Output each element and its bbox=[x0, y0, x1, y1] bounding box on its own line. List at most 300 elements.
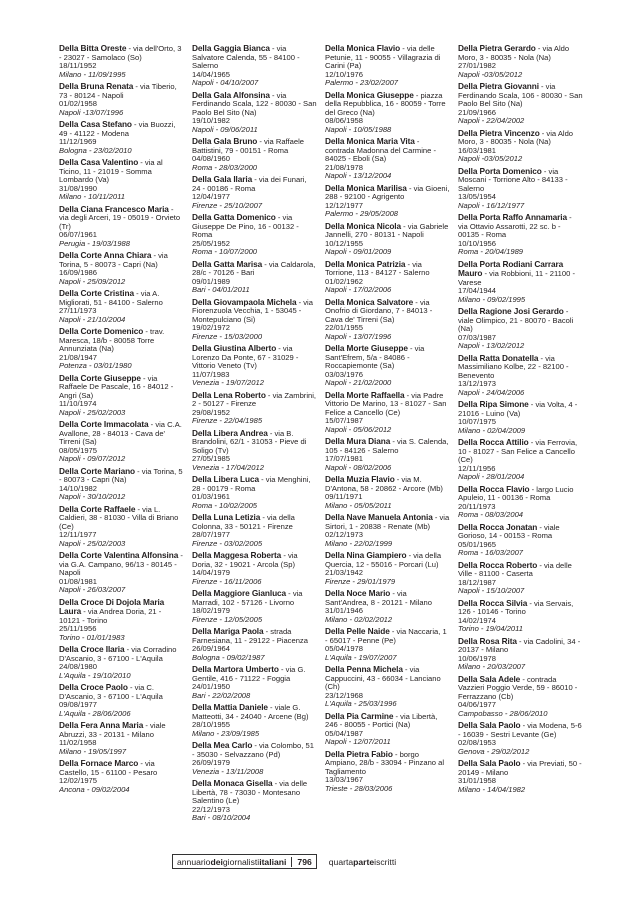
separator: - bbox=[529, 484, 537, 494]
pub-part: italiani bbox=[259, 856, 287, 867]
member-address: via A. Migliorati, 51 - 84100 - Salerno bbox=[59, 289, 163, 307]
separator: - bbox=[269, 90, 277, 100]
birth-date: 08/06/1958 bbox=[325, 116, 364, 125]
registration-info: Venezia - 19/07/2012 bbox=[192, 378, 264, 387]
directory-entry bbox=[325, 344, 450, 388]
member-address: largo Lucio Apuleio, 11 - 00136 - Roma bbox=[458, 484, 574, 502]
registration-info: Milano - 02/02/2012 bbox=[325, 614, 393, 624]
registration-info: Torino - 19/04/2011 bbox=[458, 624, 524, 633]
birth-date: 05/01/1965 bbox=[458, 539, 497, 549]
birth-date: 04/06/1977 bbox=[458, 700, 497, 709]
member-name: Della Pietra Fabio bbox=[325, 748, 393, 759]
directory-entry bbox=[458, 675, 583, 719]
separator: - bbox=[281, 551, 288, 560]
registration-info: Napoli - 25/02/2003 bbox=[59, 538, 126, 548]
directory-entry bbox=[458, 307, 583, 351]
member-name: Della Gatta Marisa bbox=[192, 258, 263, 269]
separator: - bbox=[520, 721, 528, 730]
registration-info: Napoli - 22/04/2002 bbox=[458, 116, 525, 125]
separator: - bbox=[126, 44, 134, 53]
member-name: Della Monica Salvatore bbox=[325, 296, 414, 307]
registration-info: Napoli - 30/10/2012 bbox=[59, 492, 126, 501]
registration-info: Napoli - 13/12/2004 bbox=[325, 171, 392, 180]
sec-part: iscritti bbox=[374, 856, 397, 867]
separator: - bbox=[538, 82, 546, 91]
registration-info: Napoli - 13/02/2012 bbox=[458, 341, 525, 350]
registration-info: Trieste - 28/03/2006 bbox=[325, 783, 393, 793]
directory-entry bbox=[458, 213, 583, 257]
member-name: Della Ciana Francesco Maria bbox=[59, 203, 169, 214]
separator: - bbox=[535, 44, 543, 53]
directory-entry bbox=[59, 551, 184, 595]
page-number: 796 bbox=[297, 856, 312, 867]
member-name: Della Sala Paolo bbox=[458, 758, 521, 768]
separator: - bbox=[567, 213, 572, 222]
separator: - bbox=[259, 475, 266, 484]
member-address: via Giuseppe De Pino, 16 - 00132 - Roma bbox=[192, 213, 299, 239]
member-address: via Volta, 4 - 21016 - Luino (Va) bbox=[458, 400, 578, 418]
birth-date: 13/05/1954 bbox=[458, 192, 497, 201]
separator: - bbox=[296, 297, 304, 307]
member-name: Della Muzia Flavio bbox=[325, 474, 395, 484]
directory-entry bbox=[458, 438, 583, 482]
member-name: Della Rosa Rita bbox=[458, 635, 517, 646]
separator: - bbox=[269, 44, 277, 53]
member-address: via delle Petunie, 11 - 90055 - Villagrazia di Carini (Pa) bbox=[325, 44, 441, 70]
member-name: Della Croce Paolo bbox=[59, 682, 128, 692]
separator: - bbox=[127, 683, 135, 692]
member-name: Della Libera Andrea bbox=[192, 427, 268, 438]
birth-date: 10/06/1978 bbox=[458, 653, 497, 663]
directory-entry bbox=[325, 627, 450, 662]
member-address: via Colombo, 51 - 35030 - Selvazzano (Pd) bbox=[192, 741, 314, 759]
registration-info: Roma - 10/07/2000 bbox=[192, 247, 258, 256]
member-address: via delle Ville - 81100 - Caserta bbox=[458, 560, 572, 578]
member-address: via Salvatore Calenda, 55 - 84100 - Salerno bbox=[192, 44, 300, 70]
registration-info: Milano - 23/09/1985 bbox=[192, 728, 260, 738]
registration-info: L'Aquila - 19/10/2010 bbox=[59, 670, 131, 680]
member-address: via Torina, 5 - 80073 - Capri (Na) bbox=[59, 251, 168, 269]
registration-info: Milano - 10/11/2011 bbox=[59, 192, 125, 201]
directory-entry bbox=[59, 205, 184, 249]
member-name: Della Morte Giuseppe bbox=[325, 343, 408, 353]
birth-date: 27/11/1973 bbox=[59, 306, 97, 315]
member-address: via Gabriele Jannelli, 270 - 80131 - Napoli bbox=[325, 221, 449, 239]
member-address: via Gioeni, 288 - 92100 - Agrigento bbox=[325, 183, 450, 201]
member-address: via Sant'Efrem, 5/a - 84086 - Roccapiemonte (Sa) bbox=[325, 344, 425, 370]
separator: - bbox=[135, 466, 142, 476]
birth-date: 14/10/1982 bbox=[59, 483, 98, 493]
directory-entry bbox=[192, 298, 317, 342]
registration-info: Venezia - 17/04/2012 bbox=[192, 462, 264, 472]
birth-date: 19/10/1982 bbox=[192, 116, 231, 125]
separator: - bbox=[134, 289, 141, 298]
registration-info: Potenza - 03/01/1980 bbox=[59, 361, 132, 370]
separator: - bbox=[390, 437, 398, 446]
separator: - bbox=[135, 504, 143, 514]
registration-info: Bari - 22/02/2008 bbox=[192, 690, 251, 700]
directory-entry bbox=[325, 222, 450, 257]
separator: - bbox=[394, 475, 402, 484]
member-address: via degli Arceri, 19 - 05019 - Orvieto (Tr) bbox=[59, 213, 181, 231]
directory-entry bbox=[325, 665, 450, 709]
separator: - bbox=[286, 589, 293, 598]
member-address: via Ferdinando Scala, 122 - 80030 - San Paolo Bel Sito (Na) bbox=[192, 90, 317, 117]
directory-entry bbox=[458, 637, 583, 672]
birth-date: 24/08/1980 bbox=[59, 662, 98, 671]
member-name: Della Porta Raffo Annamaria bbox=[458, 212, 568, 222]
birth-date: 12/12/1977 bbox=[325, 200, 364, 210]
separator: - bbox=[140, 373, 148, 383]
member-address: via C.A. Avallone, 28 - 84013 - Cava de' Tirreni (Sa) bbox=[59, 420, 182, 446]
registration-info: Napoli - 17/02/2006 bbox=[325, 285, 392, 294]
birth-date: 29/08/1952 bbox=[192, 407, 231, 417]
birth-date: 02/12/1973 bbox=[325, 530, 364, 539]
member-name: Della Corte Mariano bbox=[59, 465, 136, 476]
member-name: Della Corte Giuseppe bbox=[59, 372, 141, 383]
birth-date: 13/12/1973 bbox=[458, 379, 497, 388]
member-address: via della Colonna, 33 - 50121 - Firenze bbox=[192, 513, 295, 531]
directory-entry bbox=[59, 759, 184, 794]
directory-entry bbox=[458, 82, 583, 126]
registration-info: Roma - 20/04/1989 bbox=[458, 247, 524, 256]
registration-info: L'Aquila - 25/03/1996 bbox=[325, 699, 397, 708]
separator: - bbox=[278, 665, 286, 674]
member-name: Della Mea Carlo bbox=[192, 740, 253, 750]
member-name: Della Martora Umberto bbox=[192, 664, 279, 674]
separator: - bbox=[168, 204, 174, 214]
separator: - bbox=[537, 522, 545, 532]
birth-date: 08/05/1975 bbox=[59, 445, 98, 455]
birth-date: 11/07/1983 bbox=[192, 369, 230, 379]
directory-entry bbox=[192, 627, 317, 662]
directory-entry bbox=[192, 137, 317, 172]
registration-info: Roma - 16/03/2007 bbox=[458, 548, 524, 557]
directory-entry bbox=[458, 721, 583, 756]
column-2 bbox=[192, 44, 317, 826]
registration-info: Napoli - 13/07/1996 bbox=[325, 331, 392, 341]
member-address: via Ferrovia, 10 - 81027 - San Felice a Cancello (Ce) bbox=[458, 438, 578, 464]
member-address: via G. Gentile, 416 - 71122 - Foggia bbox=[192, 665, 306, 683]
separator: - bbox=[267, 703, 275, 712]
member-name: Della Porta Rodiani Carrara Mauro bbox=[458, 258, 564, 278]
member-address: via della Quercia, 12 - 55016 - Porcari (Lu) bbox=[325, 551, 442, 569]
member-address: via Corradino D'Ascanio, 3 - 67100 - L'Aquila bbox=[59, 645, 177, 663]
registration-info: Napoli - 28/01/2004 bbox=[458, 472, 525, 481]
birth-date: 16/03/1981 bbox=[458, 145, 497, 155]
member-address: piazza della Repubblica, 16 - 80059 - Torre del Greco (Na) bbox=[325, 90, 446, 117]
separator: - bbox=[124, 645, 132, 654]
member-name: Della Luna Letizia bbox=[192, 512, 261, 522]
directory-entry bbox=[325, 184, 450, 219]
member-name: Della Fornace Marco bbox=[59, 758, 139, 768]
separator: - bbox=[527, 598, 534, 608]
birth-date: 27/01/1982 bbox=[458, 61, 497, 70]
member-name: Della Maggesa Roberta bbox=[192, 550, 282, 560]
registration-info: Napoli - 08/02/2006 bbox=[325, 462, 392, 472]
member-name: Della Pietra Giovanni bbox=[458, 81, 539, 91]
directory-entry bbox=[325, 91, 450, 135]
birth-date: 21/03/1942 bbox=[325, 568, 364, 577]
member-address: via Ferdinando Scala, 106 - 80030 - San Paolo Bel Sito (Na) bbox=[458, 82, 583, 108]
registration-info: Campobasso - 28/06/2010 bbox=[458, 708, 548, 718]
directory-entry bbox=[59, 289, 184, 324]
directory-entry bbox=[192, 475, 317, 510]
registration-info: Perugia - 19/03/1988 bbox=[59, 238, 130, 248]
separator: - bbox=[528, 438, 536, 447]
member-address: contrada Madonna del Carmine - 84025 - Eboli (Sa) bbox=[325, 145, 437, 163]
directory-entry bbox=[192, 779, 317, 823]
separator: - bbox=[405, 259, 413, 269]
birth-date: 22/12/1973 bbox=[192, 804, 231, 814]
birth-date: 17/04/1944 bbox=[458, 286, 497, 295]
directory-entry bbox=[458, 167, 583, 211]
pub-part: giornalisti bbox=[222, 856, 260, 867]
separator: - bbox=[133, 82, 141, 91]
separator: - bbox=[263, 627, 271, 636]
registration-info: Roma - 10/02/2005 bbox=[192, 500, 258, 510]
directory-entry bbox=[59, 683, 184, 718]
member-address: via G.A. Campano, 96/13 - 80145 - Napoli bbox=[59, 559, 177, 577]
registration-info: Milano - 02/04/2009 bbox=[458, 425, 526, 435]
birth-date: 10/12/1955 bbox=[325, 238, 364, 248]
member-name: Della Gaggia Bianca bbox=[192, 44, 270, 53]
member-address: via Aldo Moro, 3 - 80035 - Nola (Na) bbox=[458, 128, 574, 146]
separator: - bbox=[275, 213, 283, 222]
member-name: Della Casa Stefano bbox=[59, 119, 132, 129]
registration-info: Milano - 19/05/1997 bbox=[59, 746, 127, 756]
member-address: viale G. Matteotti, 34 - 24040 - Arcene (Bg) bbox=[192, 703, 309, 721]
member-address: via Zambrini, 2 - 50127 - Firenze bbox=[192, 390, 317, 408]
directory-entry bbox=[192, 665, 317, 700]
birth-date: 31/01/1946 bbox=[325, 606, 364, 615]
birth-date: 16/09/1986 bbox=[59, 268, 98, 277]
member-address: via Tiberio, 73 - 80124 - Napoli bbox=[59, 82, 177, 100]
member-address: strada Farnesiana, 11 - 29122 - Piacenza bbox=[192, 627, 308, 645]
member-name: Della Ripa Simone bbox=[458, 399, 529, 409]
directory-entry bbox=[59, 82, 184, 117]
member-address: contrada Vazzieri Poggio Verde, 59 - 86010 - Ferrazzano (Cb) bbox=[458, 674, 578, 701]
member-name: Della Corte Cristina bbox=[59, 288, 134, 298]
separator: - bbox=[138, 759, 146, 768]
birth-date: 18/11/1952 bbox=[59, 61, 97, 70]
birth-date: 14/02/1974 bbox=[458, 615, 497, 625]
member-address: via Ottavio Assarotti, 22 sc. b - 00135 - Roma bbox=[458, 221, 561, 239]
registration-info: Milano - 14/04/1982 bbox=[458, 784, 526, 794]
directory-entry bbox=[325, 513, 450, 548]
member-name: Della Pietra Vincenzo bbox=[458, 127, 540, 138]
registration-info: Napoli - 09/06/2011 bbox=[192, 124, 258, 134]
birth-date: 27/05/1985 bbox=[192, 454, 231, 463]
birth-date: 21/09/1966 bbox=[458, 107, 497, 117]
birth-date: 17/07/1981 bbox=[325, 454, 364, 463]
member-name: Della Croce Ilaria bbox=[59, 644, 125, 654]
registration-info: Firenze - 15/03/2000 bbox=[192, 331, 263, 341]
registration-info: Napoli - 25/09/2012 bbox=[59, 276, 126, 286]
directory-entry bbox=[325, 589, 450, 624]
sec-part: quarta bbox=[328, 856, 354, 867]
birth-date: 11/02/1958 bbox=[59, 738, 97, 747]
directory-entry bbox=[458, 759, 583, 794]
directory-entry bbox=[325, 298, 450, 342]
separator: - bbox=[138, 158, 145, 167]
member-name: Della Monica Flavio bbox=[325, 44, 401, 53]
separator: - bbox=[541, 166, 549, 176]
birth-date: 22/01/1955 bbox=[325, 323, 364, 332]
divider bbox=[291, 857, 292, 867]
sec-part: parte bbox=[353, 856, 375, 867]
birth-date: 31/08/1990 bbox=[59, 183, 98, 193]
column-3 bbox=[325, 44, 450, 826]
member-name: Della Rocca Silvia bbox=[458, 597, 528, 608]
birth-date: 21/08/1978 bbox=[325, 162, 364, 172]
directory-entry bbox=[192, 260, 317, 295]
member-address: viale Olimpico, 21 - 80070 - Bacoli (Na) bbox=[458, 315, 574, 333]
birth-date: 12/10/1976 bbox=[325, 69, 364, 79]
registration-info: Milano - 05/05/2011 bbox=[325, 500, 392, 510]
separator: - bbox=[392, 749, 400, 759]
member-address: via Massimiliano Kolbe, 22 - 82100 - Benevento bbox=[458, 353, 569, 380]
directory-entry bbox=[192, 213, 317, 257]
birth-date: 14/04/1965 bbox=[192, 69, 231, 79]
section-title bbox=[329, 857, 396, 867]
separator: - bbox=[252, 175, 259, 184]
member-name: Della Monica Marilisa bbox=[325, 182, 407, 193]
separator: - bbox=[178, 551, 183, 560]
member-name: Della Gatta Domenico bbox=[192, 212, 276, 222]
birth-date: 21/08/1947 bbox=[59, 352, 98, 362]
member-name: Della Maggiore Gianluca bbox=[192, 588, 287, 598]
registration-info: Venezia - 13/11/2008 bbox=[192, 766, 264, 776]
directory-entry bbox=[59, 251, 184, 286]
separator: - bbox=[413, 297, 420, 307]
separator: - bbox=[520, 674, 527, 684]
directory-entry bbox=[325, 137, 450, 181]
birth-date: 28/10/1955 bbox=[192, 720, 231, 729]
directory-entry bbox=[59, 120, 184, 155]
member-address: via Naccaria, 1 - 65017 - Penne (Pe) bbox=[325, 627, 447, 645]
directory-entry bbox=[59, 158, 184, 202]
directory-entry bbox=[59, 374, 184, 418]
separator: - bbox=[406, 183, 414, 193]
registration-info: Napoli - 21/02/2000 bbox=[325, 378, 392, 387]
member-address: via Raffaele Battistini, 79 - 00151 - Roma bbox=[192, 137, 304, 155]
member-address: via Caldarola, 28/c - 70126 - Bari bbox=[192, 259, 316, 277]
member-address: via Castello, 15 - 61100 - Pesaro bbox=[59, 759, 158, 777]
member-address: via al Ticino, 11 - 21019 - Somma Lombardo (Va) bbox=[59, 158, 163, 184]
member-name: Della Bruna Renata bbox=[59, 81, 134, 91]
directory-entry bbox=[192, 741, 317, 776]
member-address: via Sirtori, 1 - 20838 - Renate (Mb) bbox=[325, 513, 450, 531]
member-name: Della Penna Michela bbox=[325, 664, 403, 674]
member-name: Della Pietra Gerardo bbox=[458, 44, 536, 53]
birth-date: 18/12/1987 bbox=[458, 577, 497, 587]
directory-entry bbox=[59, 505, 184, 549]
directory-entry bbox=[192, 703, 317, 738]
registration-info: Milano - 11/09/1995 bbox=[59, 69, 126, 79]
column-4 bbox=[458, 44, 583, 826]
separator: - bbox=[563, 307, 569, 316]
birth-date: 09/11/1971 bbox=[325, 492, 363, 501]
member-name: Della Gala Bruno bbox=[192, 136, 258, 146]
birth-date: 03/03/1976 bbox=[325, 369, 364, 379]
birth-date: 15/07/1987 bbox=[325, 416, 364, 425]
directory-entry bbox=[59, 44, 184, 79]
member-address: via Moscani - Torrione Alto - 84133 - Salerno bbox=[458, 166, 568, 193]
member-address: viale Abruzzi, 33 - 20131 - Milano bbox=[59, 721, 166, 739]
member-address: borgo Ampiano, 28/b - 33094 - Pinzano al Tagliamento bbox=[325, 749, 445, 776]
birth-date: 19/02/1972 bbox=[192, 323, 231, 332]
member-address: trav. Maresca, 18/b - 80058 Torre Annunziata (Na) bbox=[59, 327, 165, 353]
birth-date: 26/09/1964 bbox=[192, 644, 231, 653]
member-name: Della Fera Anna Maria bbox=[59, 720, 144, 730]
separator: - bbox=[407, 344, 415, 353]
member-address: via Aldo Moro, 3 - 80035 - Nola (Na) bbox=[458, 44, 570, 62]
directory-entry bbox=[325, 551, 450, 586]
member-address: via Cappuccini, 43 - 66034 - Lanciano (Ch) bbox=[325, 665, 441, 691]
directory-entry bbox=[325, 712, 450, 747]
directory-entry bbox=[192, 175, 317, 210]
separator: - bbox=[432, 513, 440, 522]
birth-date: 25/05/1952 bbox=[192, 238, 231, 248]
member-name: Della Rocca Flavio bbox=[458, 483, 530, 494]
separator: - bbox=[528, 400, 536, 409]
member-address: via Onofrio di Giordano, 7 - 84013 - Cava de' Tirreni (Sa) bbox=[325, 297, 433, 324]
directory-entry bbox=[458, 400, 583, 435]
directory-entry bbox=[59, 420, 184, 464]
separator: - bbox=[148, 420, 156, 429]
entries-area bbox=[59, 44, 583, 826]
member-name: Della Rocca Roberto bbox=[458, 559, 538, 570]
directory-entry bbox=[325, 475, 450, 510]
separator: - bbox=[539, 128, 547, 138]
directory-entry bbox=[325, 750, 450, 794]
member-address: via Cadolini, 34 - 20137 - Milano bbox=[458, 636, 581, 654]
birth-date: 31/01/1958 bbox=[458, 776, 497, 785]
member-address: via Servais, 126 - 10146 - Torino bbox=[458, 598, 574, 616]
member-address: via Torina, 5 - 80073 - Capri (Na) bbox=[59, 466, 183, 484]
birth-date: 12/11/1956 bbox=[458, 463, 496, 473]
member-name: Della Corte Raffaele bbox=[59, 503, 136, 514]
member-name: Della Corte Valentina Alfonsina bbox=[59, 550, 179, 560]
registration-info: Napoli - 26/03/2007 bbox=[59, 585, 126, 594]
member-name: Della Ragione Josi Gerardo bbox=[458, 306, 564, 316]
member-name: Della Monica Patrizia bbox=[325, 258, 406, 269]
birth-date: 23/12/1968 bbox=[325, 690, 364, 700]
separator: - bbox=[400, 44, 407, 53]
registration-info: Napoli - 15/10/2007 bbox=[458, 586, 525, 595]
separator: - bbox=[520, 759, 528, 768]
member-name: Della Monaca Gisella bbox=[192, 778, 273, 788]
member-name: Della Monica Nicola bbox=[325, 220, 402, 231]
registration-info: Roma - 08/03/2004 bbox=[458, 510, 524, 519]
separator: - bbox=[262, 259, 269, 269]
member-name: Della Porta Domenico bbox=[458, 165, 542, 176]
member-address: via Libertà, 246 - 80055 - Portici (Na) bbox=[325, 711, 438, 729]
directory-entry bbox=[458, 523, 583, 558]
registration-info: Bari - 04/01/2011 bbox=[192, 285, 250, 294]
directory-entry bbox=[192, 391, 317, 426]
member-address: via Marradi, 102 - 57126 - Livorno bbox=[192, 589, 303, 607]
birth-date: 05/04/1978 bbox=[325, 644, 364, 653]
registration-info: Roma - 28/03/2000 bbox=[192, 162, 258, 172]
member-address: via S. Calenda, 105 - 84126 - Salerno bbox=[325, 437, 449, 455]
registration-info: Napoli -13/07/1996 bbox=[59, 107, 124, 117]
birth-date: 04/08/1960 bbox=[192, 154, 231, 163]
member-address: via Previati, 50 - 20149 - Milano bbox=[458, 759, 582, 777]
member-address: via Modena, 5-6 - 16039 - Sestri Levante (Ge) bbox=[458, 721, 582, 739]
member-name: Della Lena Roberto bbox=[192, 389, 266, 400]
